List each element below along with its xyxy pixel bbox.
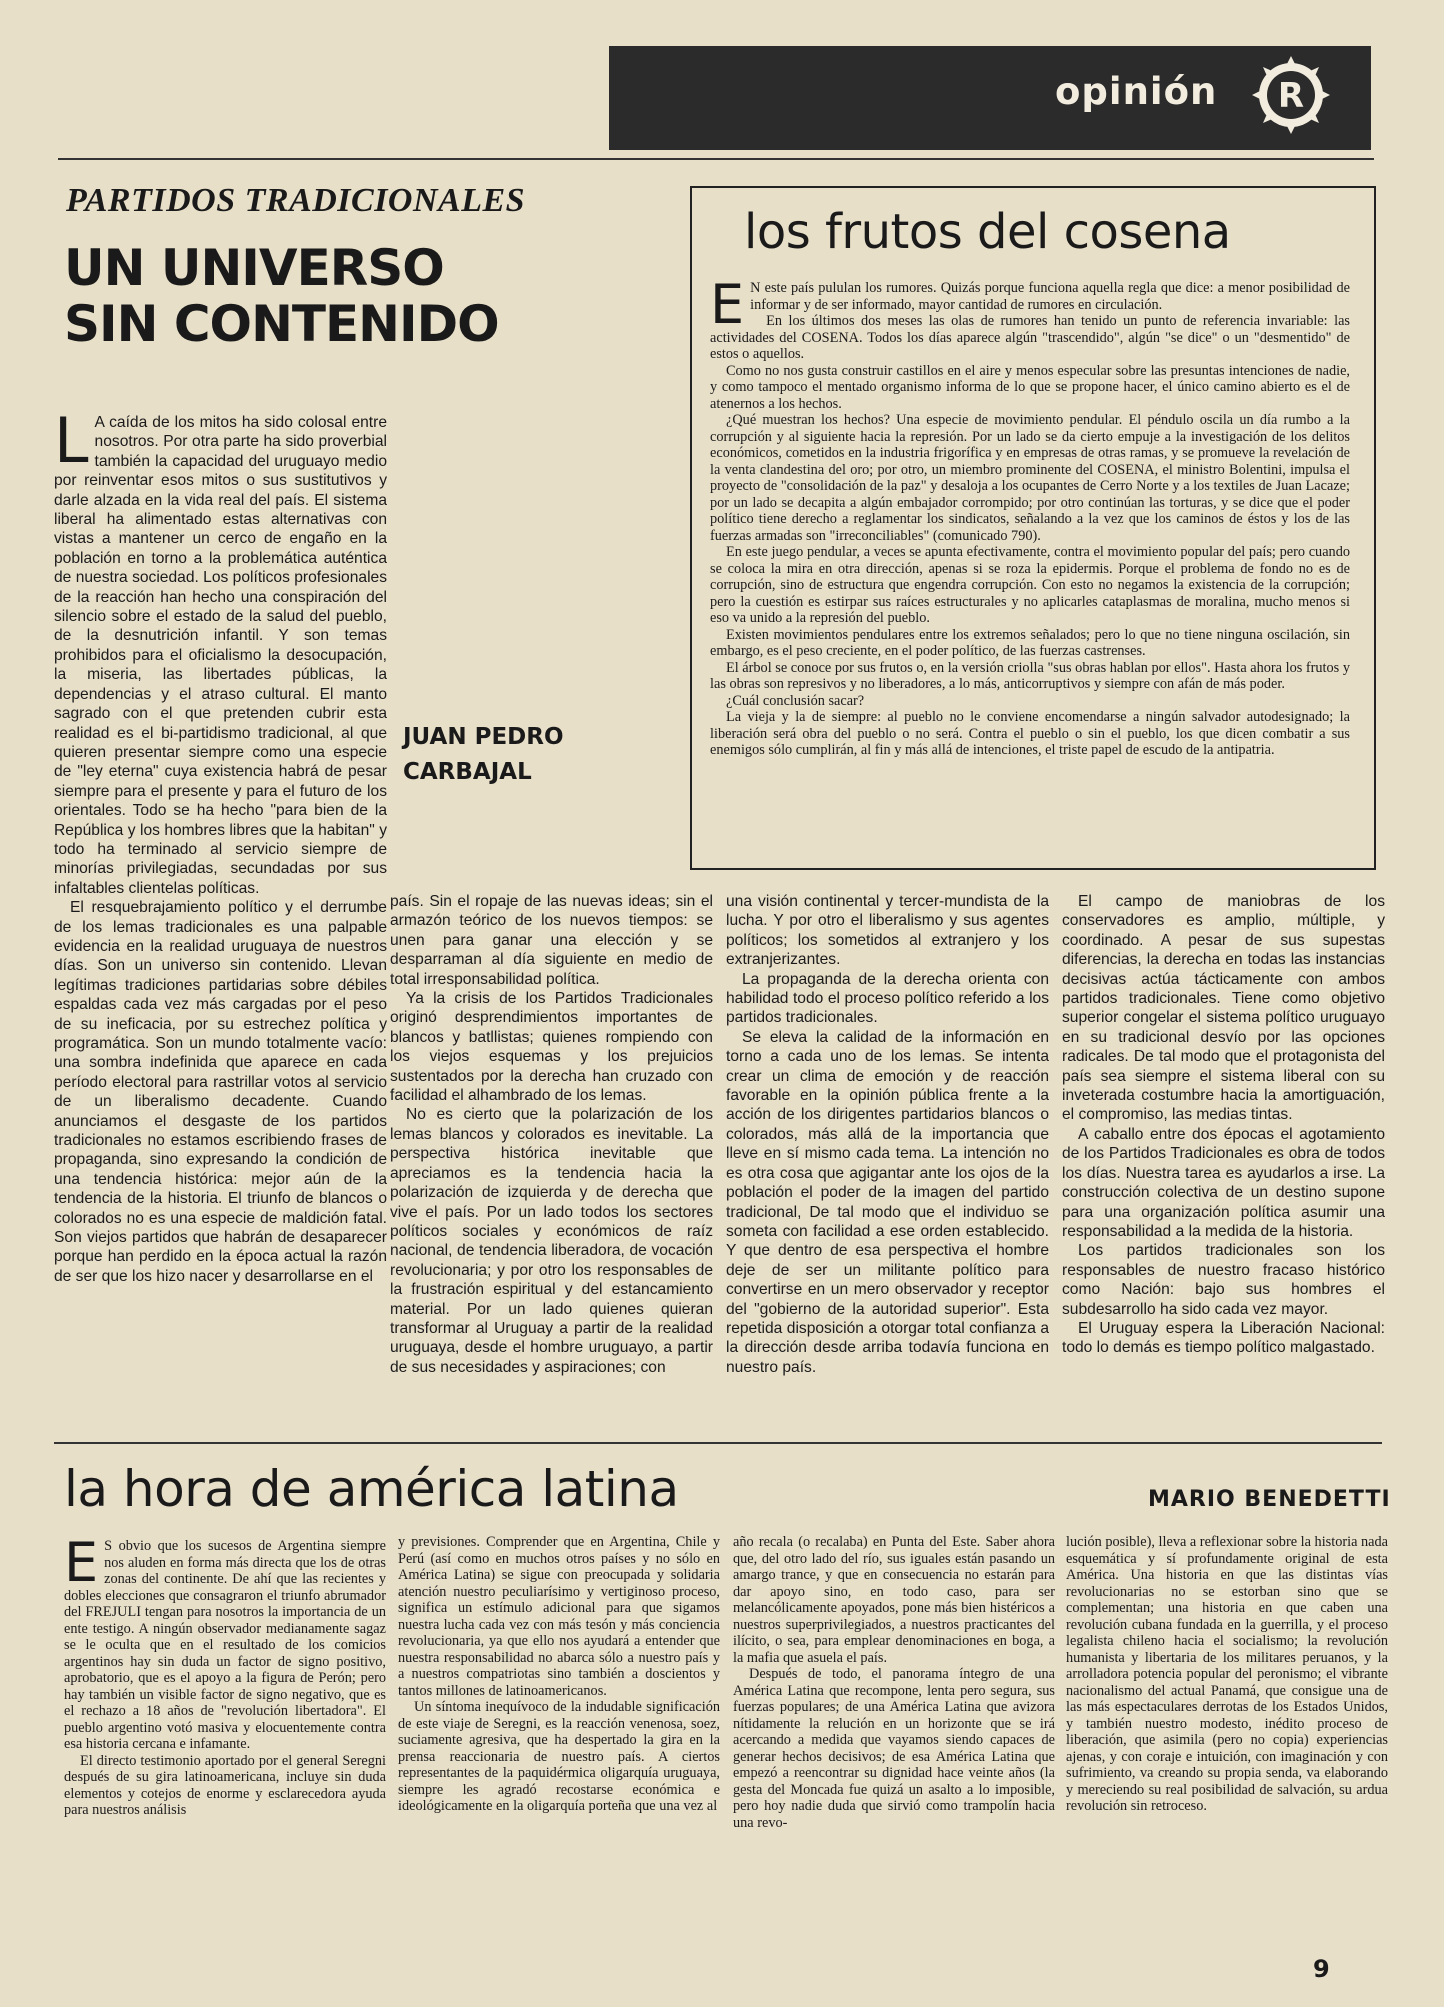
article3-column-3 bbox=[733, 1534, 1055, 1949]
article3-author: MARIO BENEDETTI bbox=[1148, 1487, 1391, 1512]
article1-headline-line2: SIN CONTENIDO bbox=[64, 295, 499, 353]
article1-column-4 bbox=[1062, 892, 1385, 1432]
article3-column-2 bbox=[398, 1534, 720, 1949]
article3-paragraph: El directo testimonio aportado por el general Seregni después de su gira latinoamericana, incluye sin duda elementos y cotejos de enorme y esclarecedora ayuda para nuestros análisis bbox=[64, 1752, 386, 1818]
article1-author-line2: CARBAJAL bbox=[403, 759, 532, 785]
top-rule bbox=[58, 158, 1374, 160]
article3-paragraph: año recala (o recalaba) en Punta del Este. Saber ahora que, del otro lado del río, sus iguales están pasando un amargo trance, y que en consecuencia no estarán para dar apoyo sino, en todo caso, para ser melancólicamente apoyados, pone más bien histéricos a nuestros superprivilegiados, a nuestros practicantes del ilícito, o sea, para emplear denominaciones en boga, a la mafia que asuela el país. bbox=[733, 1534, 1055, 1666]
cosena-paragraph: El árbol se conoce por sus frutos o, en la versión criolla "sus obras hablan por ellos". Hasta ahora los frutos y las obras son represivos y no liberadores, a lo más, anticorruptivos y siempre con afán de más poder. bbox=[710, 659, 1350, 692]
article1-column-2 bbox=[390, 892, 713, 1432]
cosena-paragraph: ¿Cuál conclusión sacar? bbox=[726, 692, 865, 709]
article1-dropcap: L bbox=[54, 413, 89, 477]
article3-column-1 bbox=[64, 1538, 386, 1948]
article1-headline bbox=[64, 240, 534, 352]
article1-column-1 bbox=[54, 413, 387, 1433]
cosena-title: los frutos del cosena bbox=[744, 204, 1231, 260]
article1-paragraph: No es cierto que la polarización de los lemas blancos y colorados es inevitable. La perspectiva histórica inevitable que apreciamos es la tendencia hacia la polarización de izquierda y de derecha que vive el país. Por un lado todos los sectores políticos sociales y económicos de raíz nacional, de tendencia liberadora, de vocación revolucionaria; y por otro los responsables de la frustración espiritual y del estancamiento material. Por un lado quienes quieran transformar al Uruguay a partir de la realidad uruguaya, desde el hombre uruguayo, a partir de sus necesidades y aspiraciones; con bbox=[390, 1106, 713, 1376]
cosena-paragraph: Existen movimientos pendulares entre los extremos señalados; pero lo que no tiene ninguna oscilación, sin embargo, es el peso creciente, en el poder político, de las fuerzas castrenses. bbox=[710, 626, 1350, 659]
cosena-paragraph: Como no nos gusta construir castillos en el aire y menos especular sobre las presuntas intenciones de nadie, y como tampoco el mentado organismo informa de lo que se propone hacer, el único camino abierto es el de atenernos a los hechos. bbox=[710, 362, 1350, 412]
article1-author-line1: JUAN PEDRO bbox=[403, 724, 564, 750]
article1-paragraph: A caída de los mitos ha sido colosal entre nosotros. Por otra parte ha sido proverbial también la capacidad del uruguayo medio por reinventar esos mitos o sus sustitutivos y darle alzada en la vida real del país. El sistema liberal ha alimentado estas alternativas con vistas a mantener un cerco de engaño en la población en torno a la problemática auténtica de nuestra sociedad. Los políticos profesionales de la reacción han hecho una conspiración del silencio sobre el estado de la salud del pueblo, de la desnutrición infantil. Y son temas prohibidos para el oficialismo la desocupación, la miseria, las libertades públicas, la dependencias y el atraso cultural. El manto sagrado con el que pretenden cubrir esta realidad es el bi-partidismo tradicional, al que quieren presentar siempre como una especie de "ley eterna" cuya existencia habrá de pesar siempre para el presente y para el futuro de los orientales. Todo se ha hecho "para bien de la República y los hombres libres que la habitan" y todo ha terminado al servicio siempre de minorías privilegiadas, secundadas por sus infaltables clientelas políticas. bbox=[54, 414, 387, 897]
article3-dropcap: E bbox=[64, 1538, 99, 1594]
article1-paragraph: Se eleva la calidad de la información en torno a cada uno de los lemas. Se intenta crear un clima de emoción y de reacción favorable en la opinión pública frente a la acción de los dirigentes partidarios blancos o colorados, más allá de la importancia que lleve en sí mismo cada tema. La intención no es otra cosa que agigantar ante los ojos de la población el poder de la imagen del partido tradicional, De tal modo que el individuo se someta con facilidad a ese orden establecido. Y que dentro de esa perspectiva el hombre deje de ser un militante político para convertirse en un mero observador y receptor del "gobierno de la autoridad superior". Esta repetida disposición a otorgar total confianza a la dirección desde arriba todavía funciona en nuestro país. bbox=[726, 1028, 1049, 1376]
cosena-body bbox=[710, 280, 1350, 860]
article1-column-3 bbox=[726, 892, 1049, 1432]
article1-author bbox=[403, 720, 564, 790]
article3-paragraph: lución posible), lleva a reflexionar sobre la historia nada esquemática y sí profundamente original de esta América. Una historia en que las distintas vías revolucionarias no se estorban sino que se complementan; una historia en que caben una revolución cubana fundada en la guerrilla, y el proceso legalista chileno hacia el socialismo; la revolución humanista y libertaria de los militares peruanos, y la arrolladora potencia popular del peronismo; el vibrante nacionalismo del actual Panamá, que consigue una de las más espectaculares derrotas de los Estados Unidos, y también nuestro modesto, inédito proceso de liberación, que asimila (pero no copia) experiencias ajenas, y con coraje e intuición, con imaginación y con sufrimiento, va creando su propia senda, va elaborando y mereciendo su real posibilidad de salvación, su ardua revolución sin retroceso. bbox=[1066, 1534, 1388, 1814]
cosena-paragraph: En los últimos dos meses las olas de rumores han tenido un punto de referencia invariable: las actividades del COSENA. Todos los días aparece algún "trascendido", algún "se dice" o un "desmentido" de estos o aquellos. bbox=[710, 313, 1350, 362]
article3-title: la hora de américa latina bbox=[64, 1460, 679, 1518]
page-number: 9 bbox=[1313, 1955, 1330, 1983]
lower-rule bbox=[54, 1442, 1382, 1444]
cosena-paragraph: La vieja y la de siempre: al pueblo no le conviene encomendarse a ningún salvador autodesignado; la liberación será obra del pueblo o no será. Contra el pueblo o sin el pueblo, los que dicen combatir a sus enemigos sólo cumplirán, al fin y más allá de intenciones, el triste papel de escudo de la antipatria. bbox=[710, 709, 1350, 758]
article1-paragraph: una visión continental y tercer-mundista de la lucha. Y por otro el liberalismo y sus agentes políticos; los sometidos al extranjero y los extranjerizantes. bbox=[726, 893, 1049, 969]
article1-paragraph: Los partidos tradicionales son los responsables de nuestro fracaso histórico como Nación: bajo sus hombres el subdesarrollo ha sido cada vez mayor. bbox=[1062, 1242, 1385, 1318]
article3-paragraph: Un síntoma inequívoco de la indudable significación de este viaje de Seregni, es la reacción venenosa, soez, suciamente agresiva, que ha despertado la gira en la prensa reaccionaria de nuestro país. A ciertos representantes de la paquidérmica oligarquía uruguaya, siempre les agradó recostarse económica e ideológicamente en la oligarquía porteña que una vez al bbox=[398, 1699, 720, 1814]
article1-kicker: PARTIDOS TRADICIONALES bbox=[66, 182, 526, 219]
cosena-paragraph: N este país pululan los rumores. Quizás porque funciona aquella regla que dice: a menor posibilidad de informar y de ser informado, mayor cantidad de rumores en circulación. bbox=[750, 280, 1350, 313]
cosena-dropcap: E bbox=[710, 280, 745, 336]
article3-column-4 bbox=[1066, 1534, 1388, 1949]
article1-paragraph: El resquebrajamiento político y el derrumbe de los lemas tradicionales es una palpable evidencia en la realidad uruguaya de nuestros días. Son un universo sin contenido. Llevan legítimas tradiciones partidarias sobre débiles espaldas cada vez más cargadas por el peso de su ineficacia, por su estrechez política y programática. Son un mundo totalmente vacío: una sombra indefinida que aparece en cada período electoral para rastrillar votos al servicio de un liberalismo decadente. Cuando anunciamos el desgaste de los partidos tradicionales no estamos escribiendo frases de propaganda, sino expresando la condición de una tendencia histórica: mejor aún de la tendencia de la historia. El triunfo de blancos o colorados no es una especie de maldición fatal. Son viejos partidos que habrán de desaparecer porque han perdido en la época actual la razón de ser que los hizo nacer y desarrollarse en el bbox=[54, 899, 387, 1285]
article3-paragraph: Después de todo, el panorama íntegro de una América Latina que recompone, lenta pero segura, sus fuerzas populares; de una América Latina que avizora nítidamente la relución en un horizonte que se irá acercando a medida que vayamos siendo capaces de generar hechos decisivos; de esa América Latina que empezó a reencontrar su dignidad hace veinte años (la gesta del Moncada fue quizá un asalto a lo imposible, pero hoy nadie duda que sirvió como trampolín hacia una revo- bbox=[733, 1666, 1055, 1831]
article1-paragraph: Ya la crisis de los Partidos Tradicionales originó desprendimientos importantes de blancos y batllistas; quienes rompiendo con los viejos esquemas y los prejuicios sustentados por la derecha han cruzado con facilidad el alhambrado de los lemas. bbox=[390, 990, 713, 1105]
article3-paragraph: y previsiones. Comprender que en Argentina, Chile y Perú (así como en muchos otros países y no sólo en América Latina) se sigue con preocupada y solidaria atención nuestro peculiarísimo y vertiginoso proceso, significa un estímulo adicional para que sigamos nuestra lucha cada vez con más tesón y más conciencia revolucionaria, ya que ello nos ayudará a entender que nuestra responsabilidad no abarca sólo a nuestro país y a nuestros compatriotas sino también a doscientos y tantos millones de latinoamericanos. bbox=[398, 1534, 720, 1699]
logo-letter: R bbox=[1277, 76, 1305, 116]
article1-paragraph: país. Sin el ropaje de las nuevas ideas; sin el armazón teórico de los nuevos tiempos: se unen para ganar una elección y se desparraman al día siguiente en medio de total irresponsabilidad política. bbox=[390, 893, 713, 988]
cosena-paragraph: ¿Qué muestran los hechos? Una especie de movimiento pendular. El péndulo oscila un día rumbo a la corrupción y al siguiente hacia la represión. Por un lado se da cierto empuje a la investigación de los delitos económicos, cometidos en la industria frigorífica y en empresas de otras ramas, y se promueve la revelación de la venta clandestina del oro; por otro, un miembro prominente del COSENA, el ministro Bolentini, impulsa el proyecto de "consolidación de la paz" y desaloja a los ocupantes de Cerro Norte y a los textiles de Juan Lacaze; por un lado se decapita a algún embajador corrompido; por otro continúan las torturas, y se dice que el poder político tiene derecho a reglamentar los sindicatos, señalando a la vez que los caminos de éstos y los de las fuerzas armadas son "irreconciliables" (comunicado 790). bbox=[710, 412, 1350, 544]
article3-paragraph: S obvio que los sucesos de Argentina siempre nos aluden en forma más directa que los de otras zonas del continente. De ahí que las recientes y dobles elecciones que consagraron el triunfo abrumador del FREJULI tengan para nosotros la importancia de un ente testigo. A ningún observador medianamente sagaz se le oculta que en el resultado de los comicios argentinos hay sin duda un factor de signo positivo, aprobatorio, que es el apoyo a la figura de Perón; pero hay también un visible factor de signo negativo, que es el rechazo a 18 años de "revolución libertadora". El pueblo argentino votó masiva y elocuentemente contra esa historia cercana e infamante. bbox=[64, 1538, 386, 1752]
article1-paragraph: El campo de maniobras de los conservadores es amplio, múltiple, y coordinado. A pesar de sus supestas diferencias, la derecha en todas las instancias decisivas actúa tácticamente con ambos partidos tradicionales. Tiene como objetivo superior congelar el sistema político uruguayo en su tradicional desvío por las opciones radicales. De tal modo que el protagonista del país sea siempre el sistema liberal con su inveterada costumbre hacia la amortiguación, el compromiso, las medias tintas. bbox=[1062, 893, 1385, 1124]
article1-paragraph: La propaganda de la derecha orienta con habilidad todo el proceso político referido a los partidos tradicionales. bbox=[726, 970, 1049, 1027]
section-label: opinión bbox=[1055, 70, 1218, 113]
revista-logo-icon bbox=[1250, 54, 1332, 136]
article1-paragraph: El Uruguay espera la Liberación Nacional: todo lo demás es tiempo político malgastado. bbox=[1062, 1319, 1385, 1357]
article1-paragraph: A caballo entre dos épocas el agotamiento de los Partidos Tradicionales es obra de todos los días. Nuestra tarea es ayudarlos a irse. La construcción colectiva de un destino supone para una organización política asumir una responsabilidad a la medida de la historia. bbox=[1062, 1125, 1385, 1240]
cosena-paragraph: En este juego pendular, a veces se apunta efectivamente, contra el movimiento popular del país; pero cuando se coloca la mira en otra dirección, apenas si se roza la epidermis. Porque el problema de fondo no es de corrupción, sino de estructura que engendra corrupción. Con esto no negamos la existencia de la corrupción; pero la cuestión es estirpar sus raíces estructurales y no aplicarles cataplasmas de moralina, mucho menos si eso va unido a la represión del pueblo. bbox=[710, 544, 1350, 626]
article1-headline-line1: UN UNIVERSO bbox=[64, 239, 444, 297]
